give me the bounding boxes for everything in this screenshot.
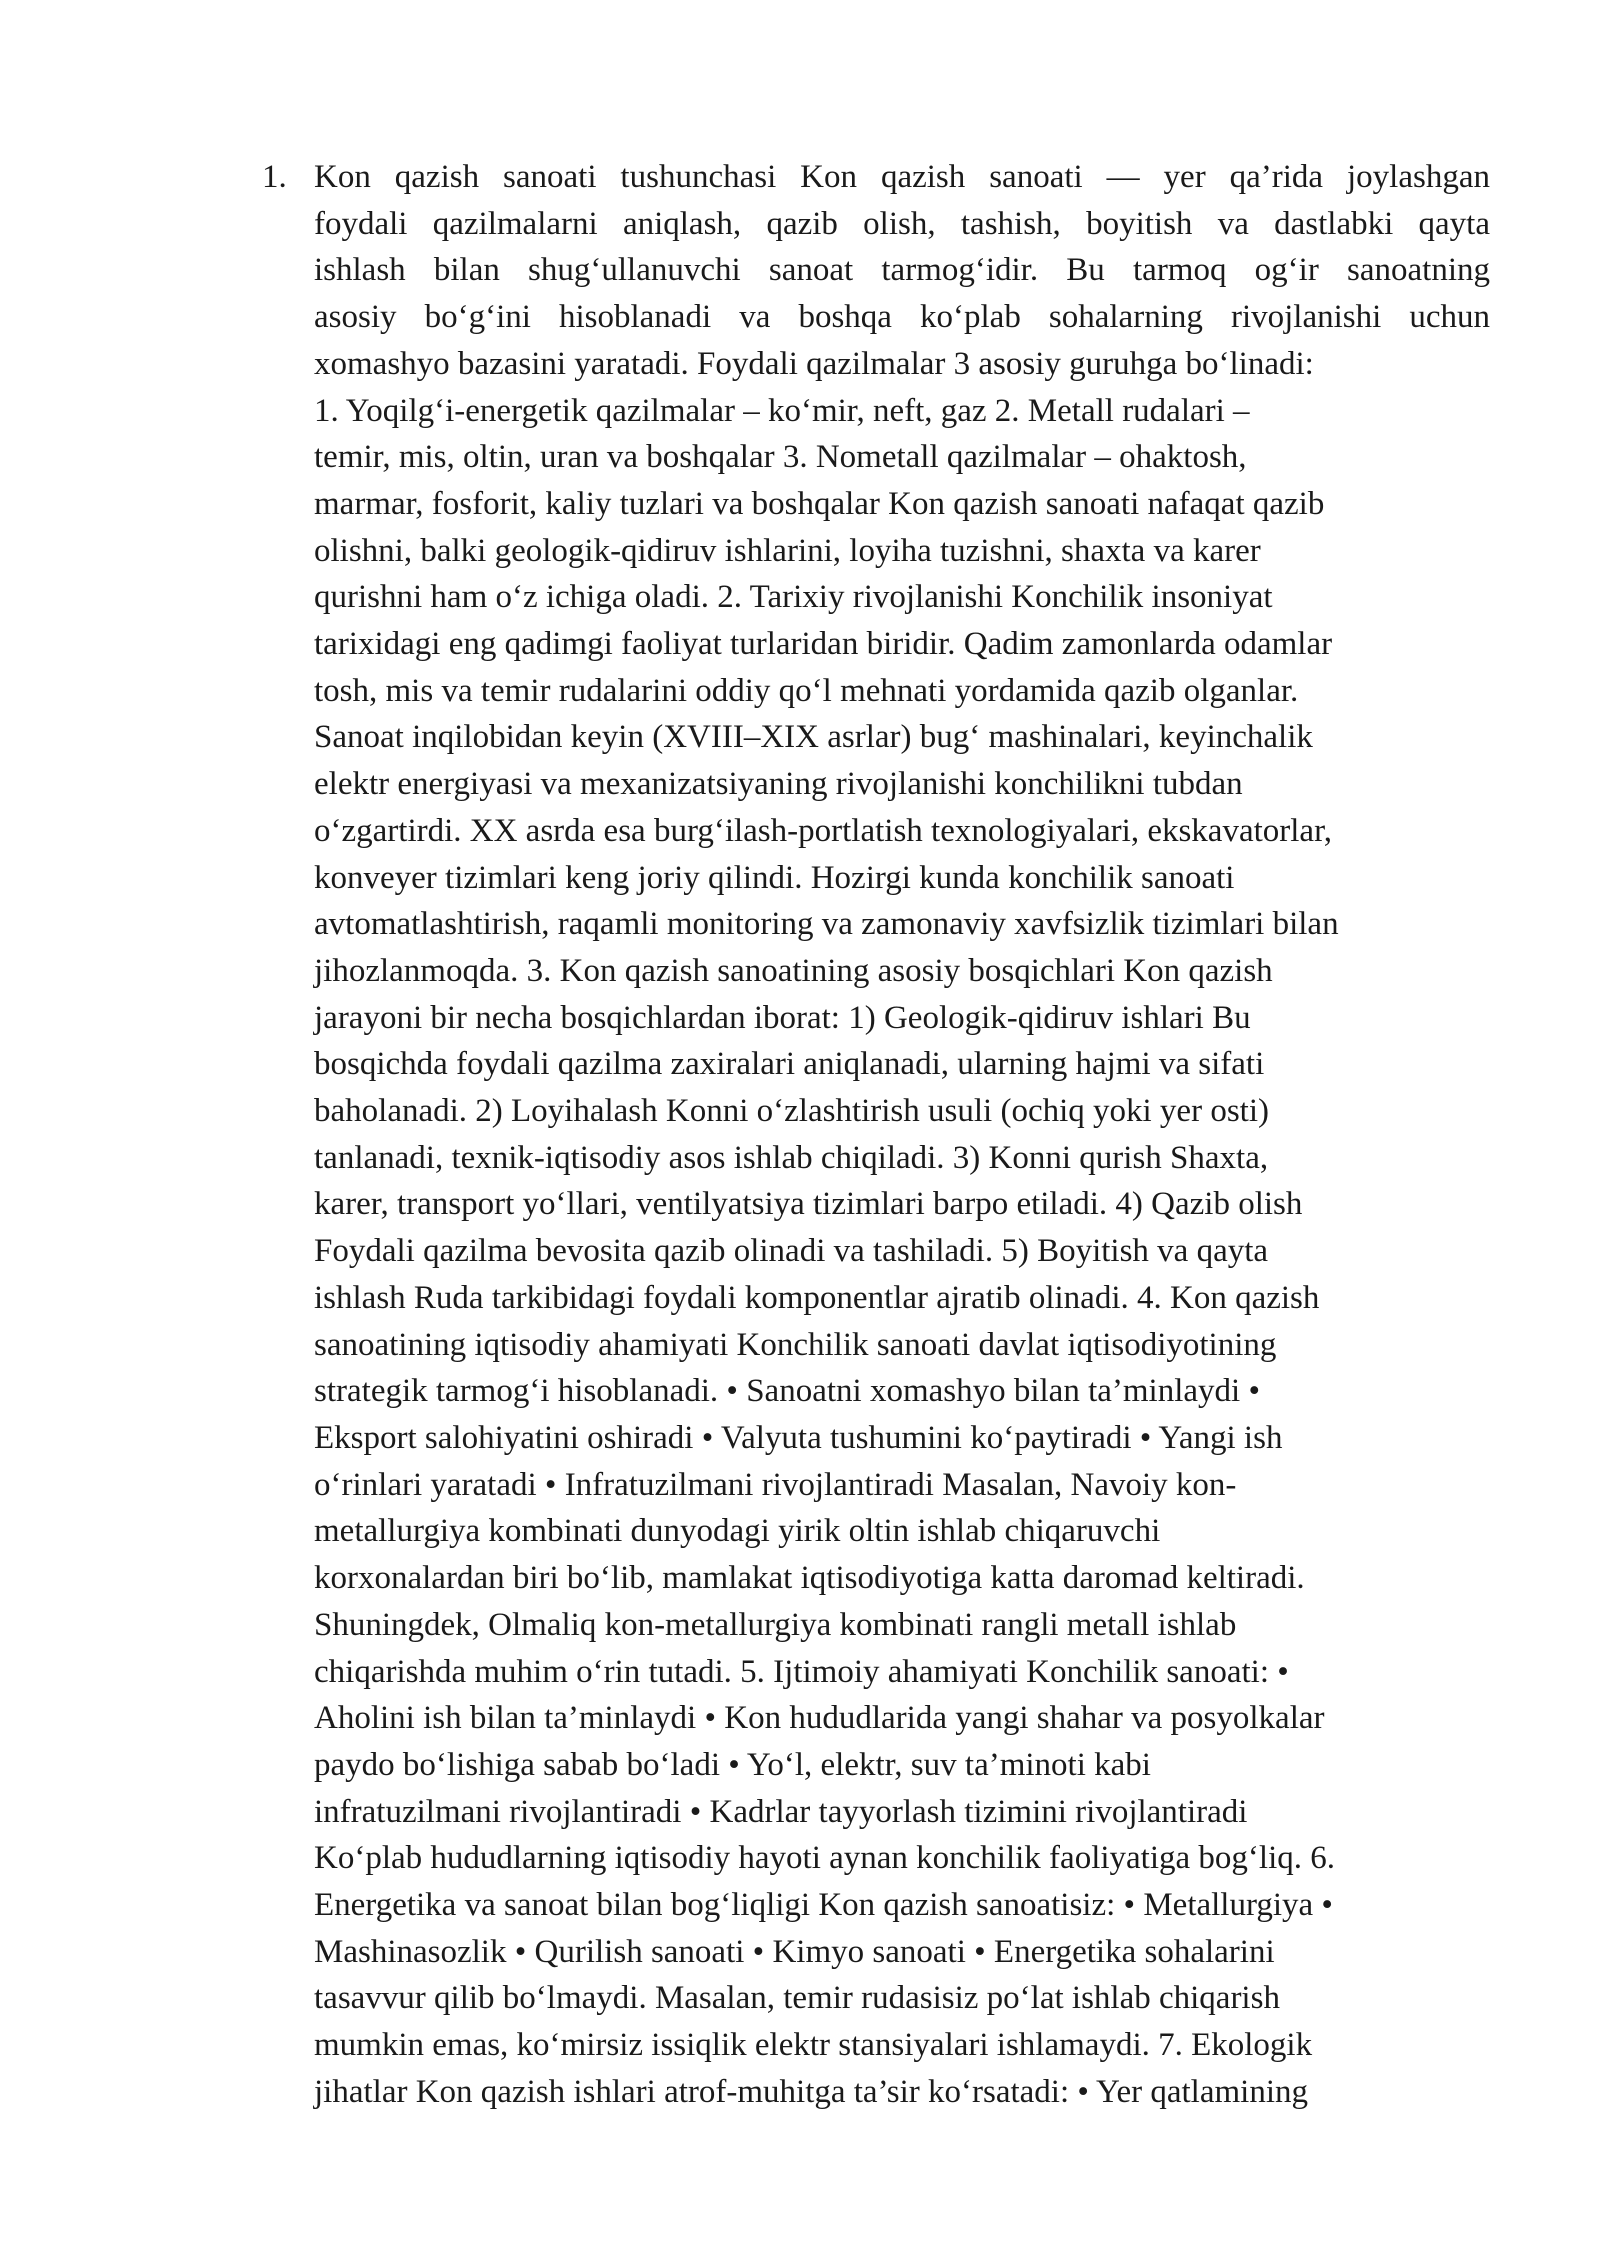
text-line: jihozlanmoqda. 3. Kon qazish sanoatining asosiy bosqichlari Kon qazish <box>314 952 1273 989</box>
text-line: jihatlar Kon qazish ishlari atrof-muhitga ta’sir ko‘rsatadi: • Yer qatlamining <box>314 2073 1308 2110</box>
text-line: Kon qazish sanoati tushunchasi Kon qazish sanoati — yer qa’rida joylashgan <box>314 159 1490 195</box>
text-line: xomashyo bazasini yaratadi. Foydali qazilmalar 3 asosiy guruhga bo‘linadi: <box>314 345 1314 382</box>
paragraph-body <box>314 154 1490 2116</box>
text-line: Aholini ish bilan ta’minlaydi • Kon hududlarida yangi shahar va posyolkalar <box>314 1700 1325 1737</box>
text-line: ishlash Ruda tarkibidagi foydali komponentlar ajratib olinadi. 4. Kon qazish <box>314 1279 1320 1316</box>
text-line: Shuningdek, Olmaliq kon-metallurgiya kombinati rangli metall ishlab <box>314 1606 1237 1643</box>
text-line: jarayoni bir necha bosqichlardan iborat: 1) Geologik-qidiruv ishlari Bu <box>314 999 1251 1036</box>
list-item-number: 1. <box>262 159 287 195</box>
text-line: Sanoat inqilobidan keyin (XVIII–XIX asrlar) bug‘ mashinalari, keyinchalik <box>314 719 1313 756</box>
text-line: ishlash bilan shug‘ullanuvchi sanoat tarmog‘idir. Bu tarmoq og‘ir sanoatning <box>314 252 1490 289</box>
text-line: mumkin emas, ko‘mirsiz issiqlik elektr stansiyalari ishlamaydi. 7. Ekologik <box>314 2027 1313 2064</box>
text-line: qurishni ham o‘z ichiga oladi. 2. Tarixiy rivojlanishi Konchilik insoniyat <box>314 579 1273 616</box>
text-line: konveyer tizimlari keng joriy qilindi. Hozirgi kunda konchilik sanoati <box>314 859 1235 896</box>
text-line: korxonalardan biri bo‘lib, mamlakat iqtisodiyotiga katta daromad keltiradi. <box>314 1560 1305 1597</box>
text-line: Eksport salohiyatini oshiradi • Valyuta tushumini ko‘paytiradi • Yangi ish <box>314 1419 1283 1456</box>
text-line: sanoatining iqtisodiy ahamiyati Konchilik sanoati davlat iqtisodiyotining <box>314 1326 1277 1363</box>
text-line: avtomatlashtirish, raqamli monitoring va zamonaviy xavfsizlik tizimlari bilan <box>314 906 1339 943</box>
text-line: temir, mis, oltin, uran va boshqalar 3. Nometall qazilmalar – ohaktosh, <box>314 439 1247 476</box>
text-line: tosh, mis va temir rudalarini oddiy qo‘l mehnati yordamida qazib olganlar. <box>314 672 1299 709</box>
text-line: tanlanadi, texnik-iqtisodiy asos ishlab chiqiladi. 3) Konni qurish Shaxta, <box>314 1139 1269 1176</box>
text-line: marmar, fosforit, kaliy tuzlari va boshqalar Kon qazish sanoati nafaqat qazib <box>314 485 1325 522</box>
text-line: baholanadi. 2) Loyihalash Konni o‘zlashtirish usuli (ochiq yoki yer osti) <box>314 1093 1269 1130</box>
text-line: Mashinasozlik • Qurilish sanoati • Kimyo sanoati • Energetika sohalarini <box>314 1933 1275 1970</box>
text-line: olishni, balki geologik-qidiruv ishlarini, loyiha tuzishni, shaxta va karer <box>314 532 1261 569</box>
text-line: chiqarishda muhim o‘rin tutadi. 5. Ijtimoiy ahamiyati Konchilik sanoati: • <box>314 1653 1289 1690</box>
text-line: o‘zgartirdi. XX asrda esa burg‘ilash-portlatish texnologiyalari, ekskavatorlar, <box>314 812 1332 849</box>
text-line: karer, transport yo‘llari, ventilyatsiya tizimlari barpo etiladi. 4) Qazib olish <box>314 1186 1303 1223</box>
text-line: Ko‘plab hududlarning iqtisodiy hayoti aynan konchilik faoliyatiga bog‘liq. 6. <box>314 1840 1335 1877</box>
text-line: bosqichda foydali qazilma zaxiralari aniqlanadi, ularning hajmi va sifati <box>314 1046 1265 1083</box>
text-line: elektr energiyasi va mexanizatsiyaning rivojlanishi konchilikni tubdan <box>314 766 1243 803</box>
text-line: 1. Yoqilg‘i-energetik qazilmalar – ko‘mir, neft, gaz 2. Metall rudalari – <box>314 392 1250 429</box>
text-line: o‘rinlari yaratadi • Infratuzilmani rivojlantiradi Masalan, Navoiy kon- <box>314 1466 1237 1503</box>
text-line: foydali qazilmalarni aniqlash, qazib olish, tashish, boyitish va dastlabki qayta <box>314 205 1490 242</box>
text-line: paydo bo‘lishiga sabab bo‘ladi • Yo‘l, elektr, suv ta’minoti kabi <box>314 1746 1151 1783</box>
text-line: metallurgiya kombinati dunyodagi yirik oltin ishlab chiqaruvchi <box>314 1513 1161 1550</box>
text-line: tasavvur qilib bo‘lmaydi. Masalan, temir rudasisiz po‘lat ishlab chiqarish <box>314 1980 1280 2017</box>
text-line: tarixidagi eng qadimgi faoliyat turlaridan biridir. Qadim zamonlarda odamlar <box>314 626 1333 663</box>
text-line: Energetika va sanoat bilan bog‘liqligi Kon qazish sanoatisiz: • Metallurgiya • <box>314 1887 1333 1924</box>
text-line: asosiy bo‘g‘ini hisoblanadi va boshqa ko‘plab sohalarning rivojlanishi uchun <box>314 299 1490 336</box>
text-line: infratuzilmani rivojlantiradi • Kadrlar tayyorlash tizimini rivojlantiradi <box>314 1793 1248 1830</box>
text-line: Foydali qazilma bevosita qazib olinadi va tashiladi. 5) Boyitish va qayta <box>314 1233 1269 1270</box>
text-line: strategik tarmog‘i hisoblanadi. • Sanoatni xomashyo bilan ta’minlaydi • <box>314 1373 1261 1410</box>
